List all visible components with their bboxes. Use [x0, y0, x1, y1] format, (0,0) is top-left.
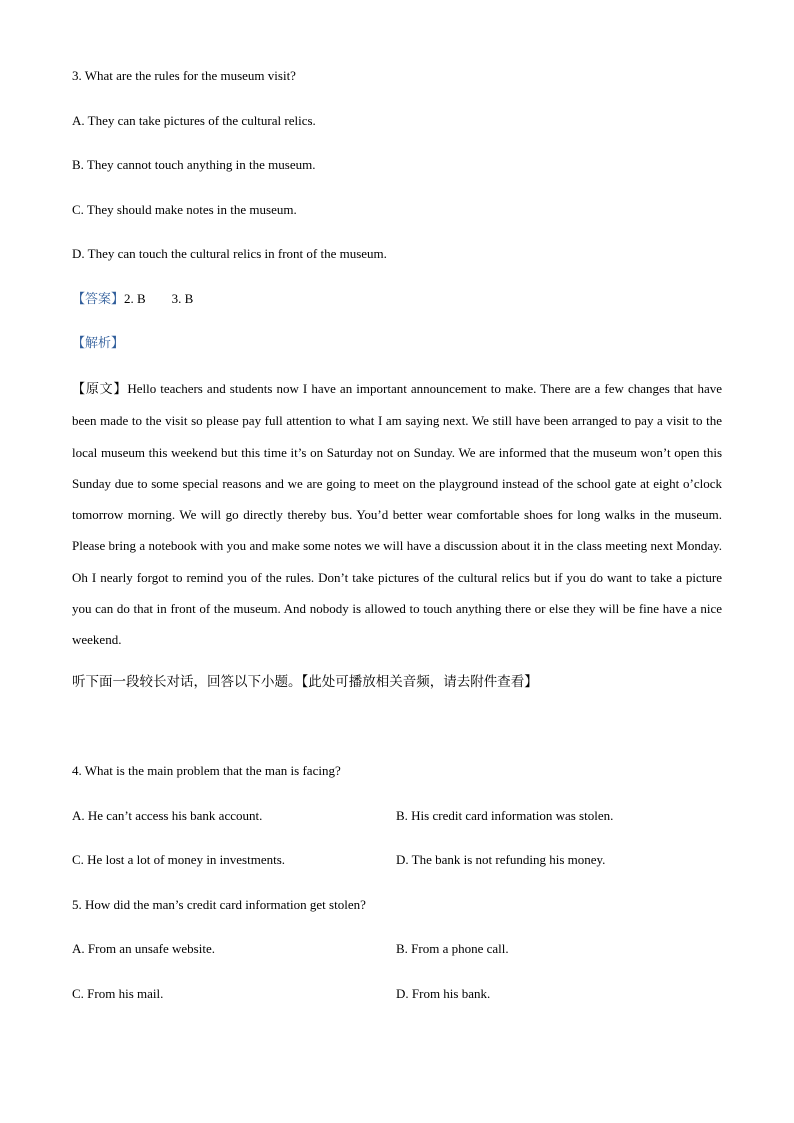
q3-option-c: C. They should make notes in the museum. [72, 202, 297, 217]
q3-option-d: D. They can touch the cultural relics in front of the museum. [72, 246, 387, 261]
transcript-text: Hello teachers and students now I have an important announcement to make. There are a few changes that have been made to the visit so please pay full attention to what I am saying next. We still have been arranged to pay a visit to the local museum this weekend but this time it’s on Saturday not on Sunday. We are informed that the museum won’t open this Sunday due to some special reasons and we are going to meet on the playground instead of the school gate at eight o’clock tomorrow morning. We will go directly thereby bus. You’d better wear comfortable shoes for long walks in the museum. Please bring a notebook with you and make some notes we will have a discussion about it in the class meeting next Monday. Oh I nearly forgot to remind you of the rules. Don’t take pictures of the cultural relics but if you do want to take a picture you can do that in front of the museum. And nobody is allowed to touch anything there or else they will be fine have a nice weekend. [72, 381, 722, 648]
transcript-label: 【原文】 [72, 382, 128, 397]
analysis-label: 【解析】 [72, 336, 125, 351]
q4-option-b: B. His credit card information was stolen. [396, 808, 614, 823]
q3-option-a: A. They can take pictures of the cultural relics. [72, 113, 316, 128]
listening-instruction: 听下面一段较长对话，回答以下小题。【此处可播放相关音频，请去附件查看】 [72, 674, 538, 690]
q3-option-b: B. They cannot touch anything in the museum. [72, 157, 316, 172]
q5-option-d: D. From his bank. [396, 986, 491, 1001]
q4-option-d: D. The bank is not refunding his money. [396, 852, 606, 867]
answer-label: 【答案】 [72, 292, 125, 307]
transcript-paragraph [72, 373, 722, 656]
q5-option-b: B. From a phone call. [396, 941, 509, 956]
answer-line [72, 291, 193, 308]
q5-option-c: C. From his mail. [72, 986, 164, 1001]
q5-option-a: A. From an unsafe website. [72, 941, 215, 956]
question-3-text: 3. What are the rules for the museum visit? [72, 68, 296, 83]
q4-option-c: C. He lost a lot of money in investments. [72, 852, 286, 867]
q4-option-a: A. He can’t access his bank account. [72, 808, 263, 823]
question-5-text: 5. How did the man’s credit card information get stolen? [72, 897, 366, 912]
question-4-text: 4. What is the main problem that the man is facing? [72, 763, 341, 778]
answer-text: 2. B 3. B [124, 291, 194, 306]
